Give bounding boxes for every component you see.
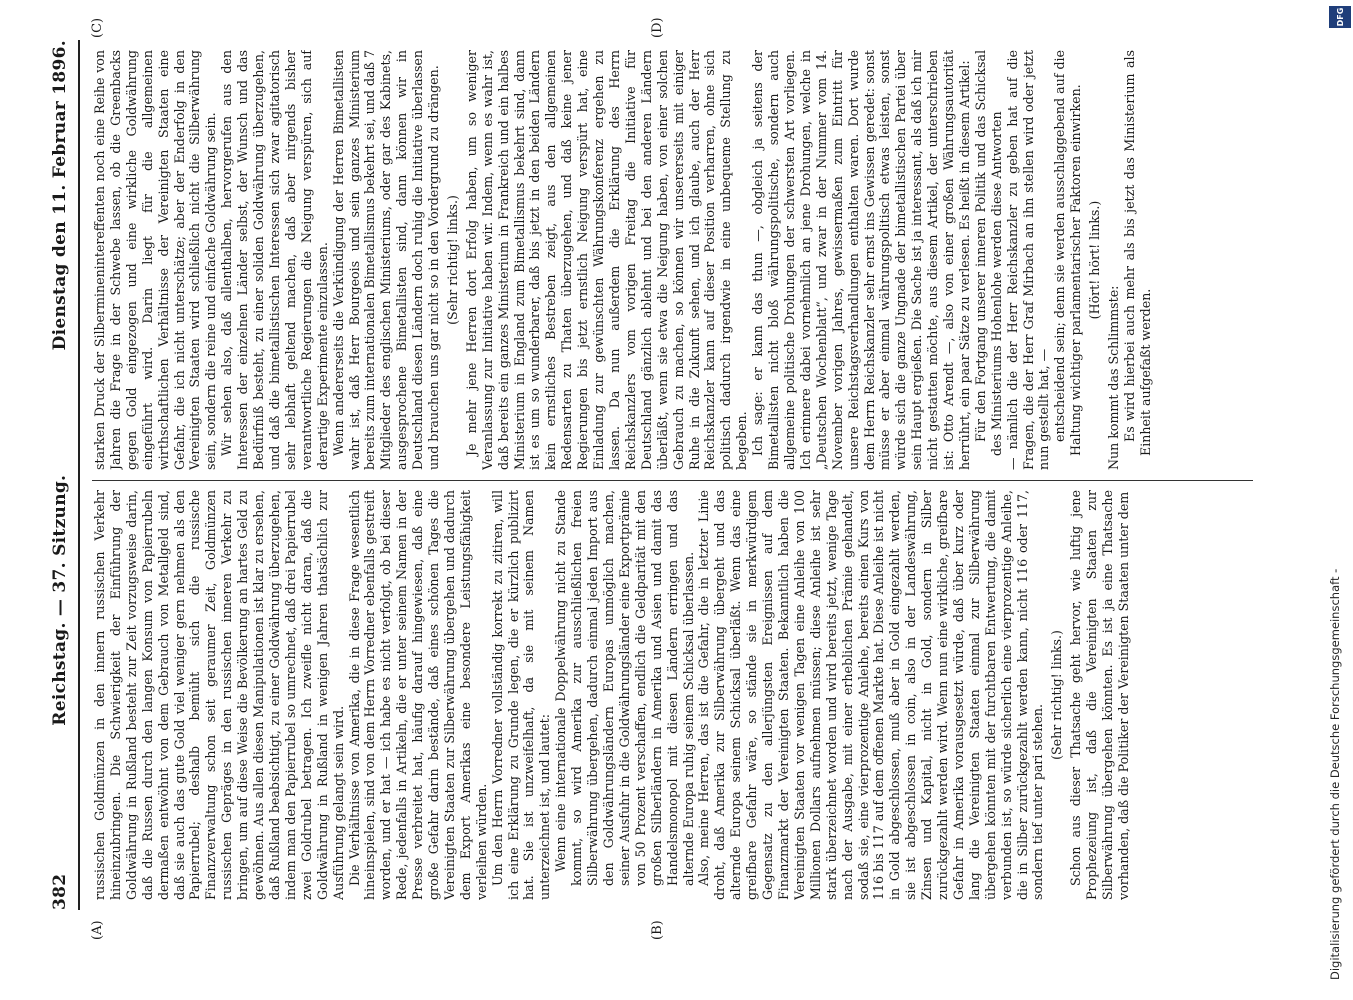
credit-text: Digitalisierung gefördert durch die Deutsche Forschungsgemeinschaft - [1328,568,1342,980]
digitization-credit [1328,0,1353,1000]
page-header [36,40,70,910]
margin-mark-a: (A) [90,920,105,940]
paragraph: Um den Herrn Vorredner vollständig korrekt zu zitiren, will ich eine Erklärung zu Grunde legen, die er kürzlich publizirt hat. Sie ist unzweifelhaft, da sie mit seinem Namen unterzeichnet ist, und lautet: [489,490,553,900]
paragraph: — nämlich die der Herr Reichskanzler zu geben hat auf die Fragen, die der Herr Graf Mirbach an ihn stellen wird oder jetzt nun gestellt hat, — [1004,50,1052,470]
paragraph: Nun kommt das Schlimmste: [1106,285,1122,470]
left-column [92,490,1253,900]
quoted-paragraph: entscheidend sein; denn sie werden ausschlaggebend auf die Haltung wichtiger parlamentarischer Faktoren einwirken. [1052,50,1084,456]
right-column [92,50,1253,470]
column-divider [92,480,1253,481]
paragraph: starken Druck der Silberminenintereffenten noch eine Reihe von Jahren die Frage in der Schwebe lassen, ob die Greenbacks gegen Gold eingezogen und eine wirkliche Goldwährung eingeführt wird. Darin liegt für die allgemeinen wirthschaftlichen Verhältnisse der Vereinigten Staaten eine Gefahr, die ich nicht unterschätze; aber der Enderfolg in den Vereinigten Staaten wird schließlich nicht die Silberwährung sein, sondern die reine und einfache Goldwährung sein. [92,50,219,470]
margin-mark-d: (D) [650,17,665,38]
session-date: Dienstag den 11. Februar 1896. [50,40,70,351]
margin-mark-c: (C) [90,17,105,38]
interjection: (Hört! hört! links.) [1087,200,1103,320]
session-title: Reichstag. — 37. Sitzung. [50,474,70,726]
interjection: (Sehr richtig! links.) [444,195,460,325]
paragraph: Je mehr jene Herren dort Erfolg haben, um so weniger Veranlassung zur Initiative haben wir. Indem, wenn es wahr ist, daß bereits ein ganzes Ministerium in Frankreich und ein halbes Ministerium in England zum Bimetallismus bekehrt sind, dann ist es um so wunderbarer, daß bis jetzt in den beiden Ländern kein ernstliches Bestreben zeigt, aus den allgemeinen Redensarten zu Thaten überzugehen, und daß keine jener Regierungen bis jetzt ernstlich Neigung verspürt hat, eine Einladung zur gewünschten Währungskonferenz ergehen zu lassen. Da nun außerdem die Erklärung des Herrn Reichskanzlers vom vorigen Freitag die Initiative für Deutschland gänzlich ablehnt und bei den anderen Ländern überläßt, wenn sie etwa die Neigung haben, von einer solchen Gebrauch zu machen, so können wir unsererseits mit einiger Ruhe in die Zukunft sehen, und ich glaube, auch der Herr Reichskanzler kann auf dieser Position verharren, ohne sich politisch dadurch irgendwie in eine unbequeme Stellung zu begeben. [463,50,750,470]
quoted-paragraph: Für den Fortgang unserer inneren Politik und das Schicksal des Ministeriums Hohenlohe werden diese Antworten [972,50,1004,456]
header-rule [78,40,80,910]
paragraph: Ich sage: er kann das thun —, obgleich ja seitens der Bimetallisten nicht bloß währungspolitische, sondern auch allgemeine politische Drohungen der schwersten Art vorliegen. Ich erinnere dabei vornehmlich an jene Drohungen, welche in „Deutschen Wochenblatt“, und zwar in der Nummer vom 14. November vorigen Jahres, gewissermaßen zum Eintritt für unsere Reichstagsverhandlungen enthalten waren. Dort wurde dem Herrn Reichskanzler sehr ernst ins Gewissen geredet: sonst müsse er aber einmal währungspolitisch etwas leisten, sonst würde sich die ganze Ungnade der bimetallistischen Partei über sein Haupt ergießen. Die Sache ist ja interessant, als daß ich mir nicht gestatten möchte, aus diesem Artikel, der unterschrieben ist: Otto Arendt —, also von einer großen Währungsautorität herrührt, ein paar Sätze zu verlesen. Es heißt in diesem Artikel: [750,50,972,470]
paragraph: russischen Goldmünzen in den innern russischen Verkehr hineinzubringen. Die Schwierigkeit der Einführung der Goldwährung in Rußland besteht zur Zeit vorzugsweise darin, daß die Russen durch den langen Konsum von Papierrubeln dermaßen entwöhnt von dem Gebrauch von Metallgeld sind, daß sie auch das gute Gold viel weniger gern nehmen als den Papierrubel; deshalb bemüht sich die russische Finanzverwaltung schon seit geraumer Zeit, Goldmünzen russischen Gepräges in den russischen inneren Verkehr zu bringen, um auf diese Weise die Bevölkerung an hartes Geld zu gewöhnen. Aus allen diesen Manipulationen ist klar zu ersehen, daß Rußland beabsichtigt, zu einer Goldwährung überzugehen, indem man den Papierrubel so umrechnet, daß drei Papierrubel zwei Goldrubel betragen. Ich zweifle nicht daran, daß die Goldwährung in Rußland in wenigen Jahren thatsächlich zur Ausführung gelangt sein wird. [92,490,346,900]
quoted-paragraph: Es wird hierbei auch mehr als bis jetzt das Ministerium als Einheit aufgefaßt werden. [1122,50,1153,456]
quoted-paragraph: Wenn eine internationale Doppelwährung nicht zu Stande kommt, so wird Amerika zur ausschließlichen freien Silberwährung übergehen, dadurch einmal jeden Import aus den Goldwährungsländern Europas unmöglich machen, seiner Ausfuhr in die Goldwährungsländer eine Exportprämie von 50 Prozent verschaffen, endlich die Geldparität mit den großen Silberländern in Amerika und Asien und damit das Handelsmonopol mit diesen Ländern erringen und das alternde Europa ruhig seinem Schicksal überlassen. [553,490,696,886]
paragraph: Also, meine Herren, das ist die Gefahr, die in letzter Linie droht, daß Amerika zur Silberwährung übergeht und das alternde Europa seinem Schicksal überläßt. Wenn das eine greifbare Gefahr wäre, so stände sie in merkwürdigem Gegensatz zu den allerjüngsten Ereignissen auf dem Finanzmarkt der Vereinigten Staaten. Bekanntlich haben die Vereinigten Staaten vor wenigen Tagen eine Anleihe von 100 Millionen Dollars aufnehmen müssen; diese Anleihe ist sehr stark überzeichnet worden und wird bereits jetzt, wenige Tage nach der Ausgabe, mit einer erheblichen Prämie gehandelt, sodaß sie, eine vierprozentige Anleihe, bereits einen Kurs von 116 bis 117 auf dem offenen Markte hat. Diese Anleihe ist nicht in Gold abgeschlossen, muß aber in Gold eingezahlt werden, sie ist abgeschlossen in coin, also in der Landeswährung, Zinsen und Kapital, nicht in Gold, sondern in Silber zurückgezahlt werden wird. Wenn nun eine wirkliche, greifbare Gefahr in Amerika vorausgesetzt würde, daß über kurz oder lang die Vereinigten Staaten einmal zur Silberwährung übergehen könnten mit der furchtbaren Entwertung, die damit verbunden ist, so würde sicherlich eine vierprozentige Anleihe, die in Silber zurückgezahlt werden kann, nicht 116 oder 117, sondern tief unter pari stehen. [696,490,1046,900]
paragraph: Die Verhältnisse von Amerika, die in diese Frage wesentlich hineinspielen, sind von dem Herrn Vorredner ebenfalls gestreift worden, und er hat — ich habe es nicht verfolgt, ob bei dieser Rede, jedenfalls in Artikeln, die er unter seinem Namen in der Presse verbreitet hat, häufig darauf hingewiesen, daß eine große Gefahr darin bestände, daß eines schönen Tages die Vereinigten Staaten zur Silberwährung übergehen und dadurch dem Export Amerikas eine besondere Leistungsfähigkeit verleihen würden. [346,490,489,900]
paragraph: Schon aus dieser Thatsache geht hervor, wie luftig jene Prophezeiung ist, daß die Vereinigten Staaten zur Silberwährung übergehen könnten. Es ist ja eine Thatsache vorhanden, daß die Politiker der Vereinigten Staaten unter dem [1068,490,1131,900]
page-number: 382 [50,873,70,910]
paragraph: Wir sehen also, daß allenthalben, hervorgerufen aus den Interessen der einzelnen Länder selbst, der Wunsch und das Bedürfniß besteht, zu einer soliden Goldwährung überzugehen, und daß die bimetallistischen Interessen sich zwar agitatorisch sehr lebhaft geltend machen, daß aber nirgends bisher verantwortliche Regierungen die Neigung verspüren, sich auf derartige Experimente einzulassen. [219,50,330,470]
dfg-logo: DFG [1329,6,1351,28]
paragraph: Wenn andererseits die Verkündigung der Herren Bimetallisten wahr ist, daß Herr Bourgeois und sein ganzes Ministerium bereits zum internationalen Bimetallismus bekehrt sei, und daß 7 Mitglieder des englischen Ministeriums, oder gar des Kabinets, ausgesprochene Bimetallisten sind, dann können wir in Deutschland diesen Ländern doch ruhig die Initiative überlassen und brauchen uns gar nicht so in den Vordergrund zu drängen. [330,50,442,470]
margin-mark-b: (B) [650,920,665,940]
interjection: (Sehr richtig! links.) [1049,630,1065,760]
